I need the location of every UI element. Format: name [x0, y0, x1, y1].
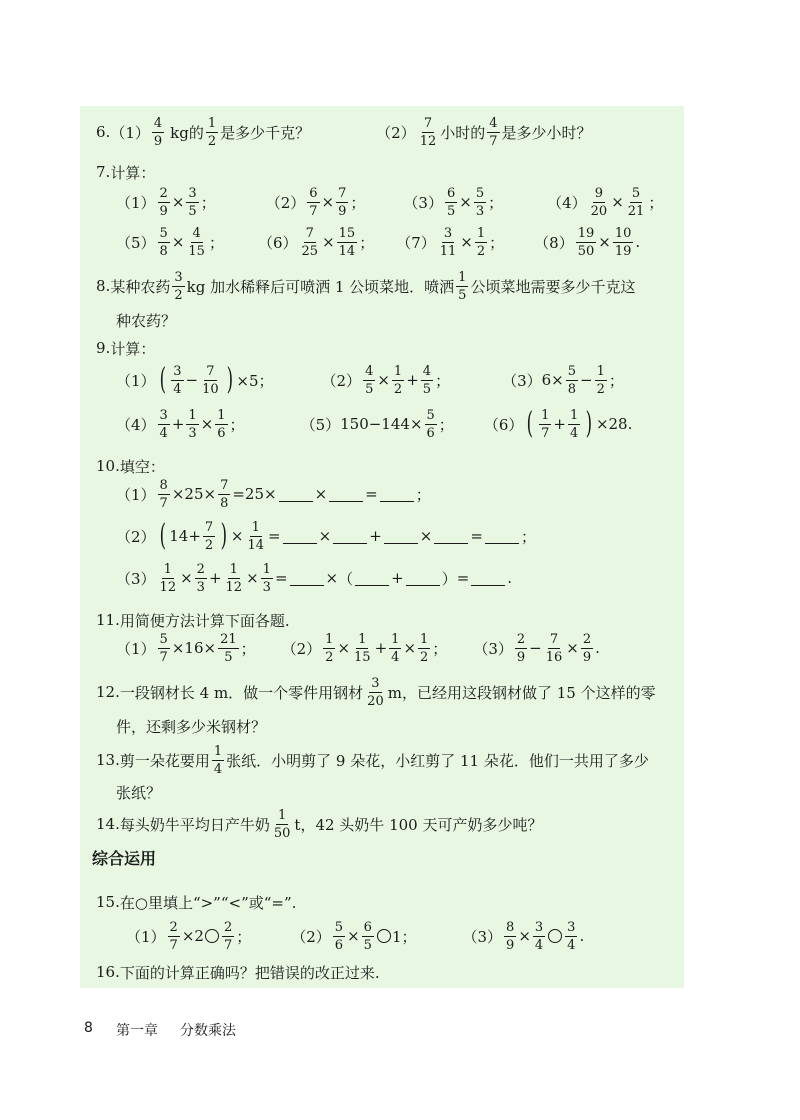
question-11: 11. 用简便方法计算下面各题.: [96, 611, 290, 630]
page-number: 8: [84, 1020, 93, 1036]
section-title: 综合运用: [92, 849, 157, 868]
fraction: $\frac{7}{12}$: [419, 115, 437, 149]
fraction: $\frac{4}{9}$: [153, 115, 163, 149]
question-12-cont: 件，还剩多少米钢材？: [116, 717, 267, 736]
question-13: 13. 剪一朵花要用 $\frac{1}{4}$ 张纸．小明剪了 9 朵花，小红剪了 11 朵花．他们一共用了多少: [96, 743, 649, 777]
compare-circle[interactable]: [548, 929, 562, 943]
question-7: 7. 计算：: [96, 163, 156, 182]
compare-circle[interactable]: [377, 929, 391, 943]
question-7-row-2: （5） $\frac{5}{8}$ × $\frac{4}{15}$ ； （6） $\frac{7}{25}$ × $\frac{15}{14}$ ； （7） $\frac{3}{11}$ × $\frac{1}{2}$ ； （8） $\frac{19}{50}$ × $\frac{10}{19}$ .: [116, 225, 641, 259]
question-15: 15. 在○里填上“>”“<”或“=”.: [96, 893, 297, 912]
question-10-row-1: （1） $\frac{8}{7}$ ×25× $\frac{7}{8}$ =25× × = ；: [116, 477, 431, 511]
fraction: $\frac{1}{2}$: [207, 115, 217, 149]
question-11-row: （1） $\frac{5}{7}$ ×16× $\frac{21}{5}$ ； （2） $\frac{1}{2}$ × $\frac{1}{15}$ + $\frac{1}{4}$ × $\frac{1}{2}$ ； （3） $\frac{2}{9}$ − $\frac{7}{16}$ × $\frac{2}{9}$ .: [116, 631, 600, 665]
compare-circle[interactable]: [205, 929, 219, 943]
question-12: 12. 一段钢材长 4 m．做一个零件用钢材 $\frac{3}{20}$ m，已经用这段钢材做了 15 个这样的零: [96, 675, 656, 709]
question-10-row-3: （3） $\frac{1}{12}$ × $\frac{2}{3}$ + $\frac{1}{12}$ × $\frac{1}{3}$ = × （ + ） = .: [116, 561, 513, 595]
question-8-cont: 种农药？: [116, 311, 177, 330]
chapter-title: 分数乘法: [180, 1023, 236, 1039]
question-number: 6.: [96, 123, 111, 141]
chapter-label: 第一章: [116, 1023, 158, 1039]
question-8: 8. 某种农药 $\frac{3}{2}$ kg 加水稀释后可喷洒 1 公顷菜地．喷洒 $\frac{1}{5}$ 公顷菜地需要多少千克这: [96, 269, 636, 303]
question-7-row-1: （1） $\frac{2}{9}$ × $\frac{3}{5}$ ； （2） $\frac{6}{7}$ × $\frac{7}{9}$ ； （3） $\frac{6}{5}$ × $\frac{5}{3}$ ； （4） $\frac{9}{20}$ × $\frac{5}{21}$ ；: [116, 185, 664, 219]
question-6: 6. （1） $\frac{4}{9}$ kg的 $\frac{1}{2}$ 是多少千克？ （2） $\frac{7}{12}$ 小时的 $\frac{4}{7}$ 是多少小时？: [96, 115, 592, 149]
question-16: 16. 下面的计算正确吗？把错误的改正过来.: [96, 963, 380, 982]
fraction: $\frac{4}{7}$: [489, 115, 498, 149]
question-10-row-2: （2） ( 14+ $\frac{7}{2}$ ) × $\frac{1}{14}$ = × + × = ；: [116, 518, 536, 553]
question-10: 10. 填空：: [96, 457, 165, 476]
question-9-row-2: （4） $\frac{3}{4}$ + $\frac{1}{3}$ × $\frac{1}{6}$ ； （5） 150−144× $\frac{5}{6}$ ； （6） ( $\frac{1}{7}$ + $\frac{1}{4}$ ) ×28.: [116, 406, 633, 441]
question-9-row-1: （1） ( $\frac{3}{4}$ − $\frac{7}{10}$ ) ×5； （2） $\frac{4}{5}$ × $\frac{1}{2}$ + $\frac{4}{5}$ ； （3） 6× $\frac{5}{8}$ − $\frac{1}{2}$ ；: [116, 362, 624, 397]
question-13-cont: 张纸？: [116, 783, 162, 802]
question-15-row: （1） $\frac{2}{7}$ ×2 $\frac{2}{7}$ ； （2） $\frac{5}{6}$ × $\frac{6}{5}$ 1； （3） $\frac{8}{9}$ × $\frac{3}{4}$ $\frac{3}{4}$ .: [126, 919, 585, 953]
question-9: 9. 计算：: [96, 339, 156, 358]
question-14: 14. 每头奶牛平均日产牛奶 $\frac{1}{50}$ t，42 头奶牛 100 天可产奶多少吨？: [96, 807, 543, 841]
